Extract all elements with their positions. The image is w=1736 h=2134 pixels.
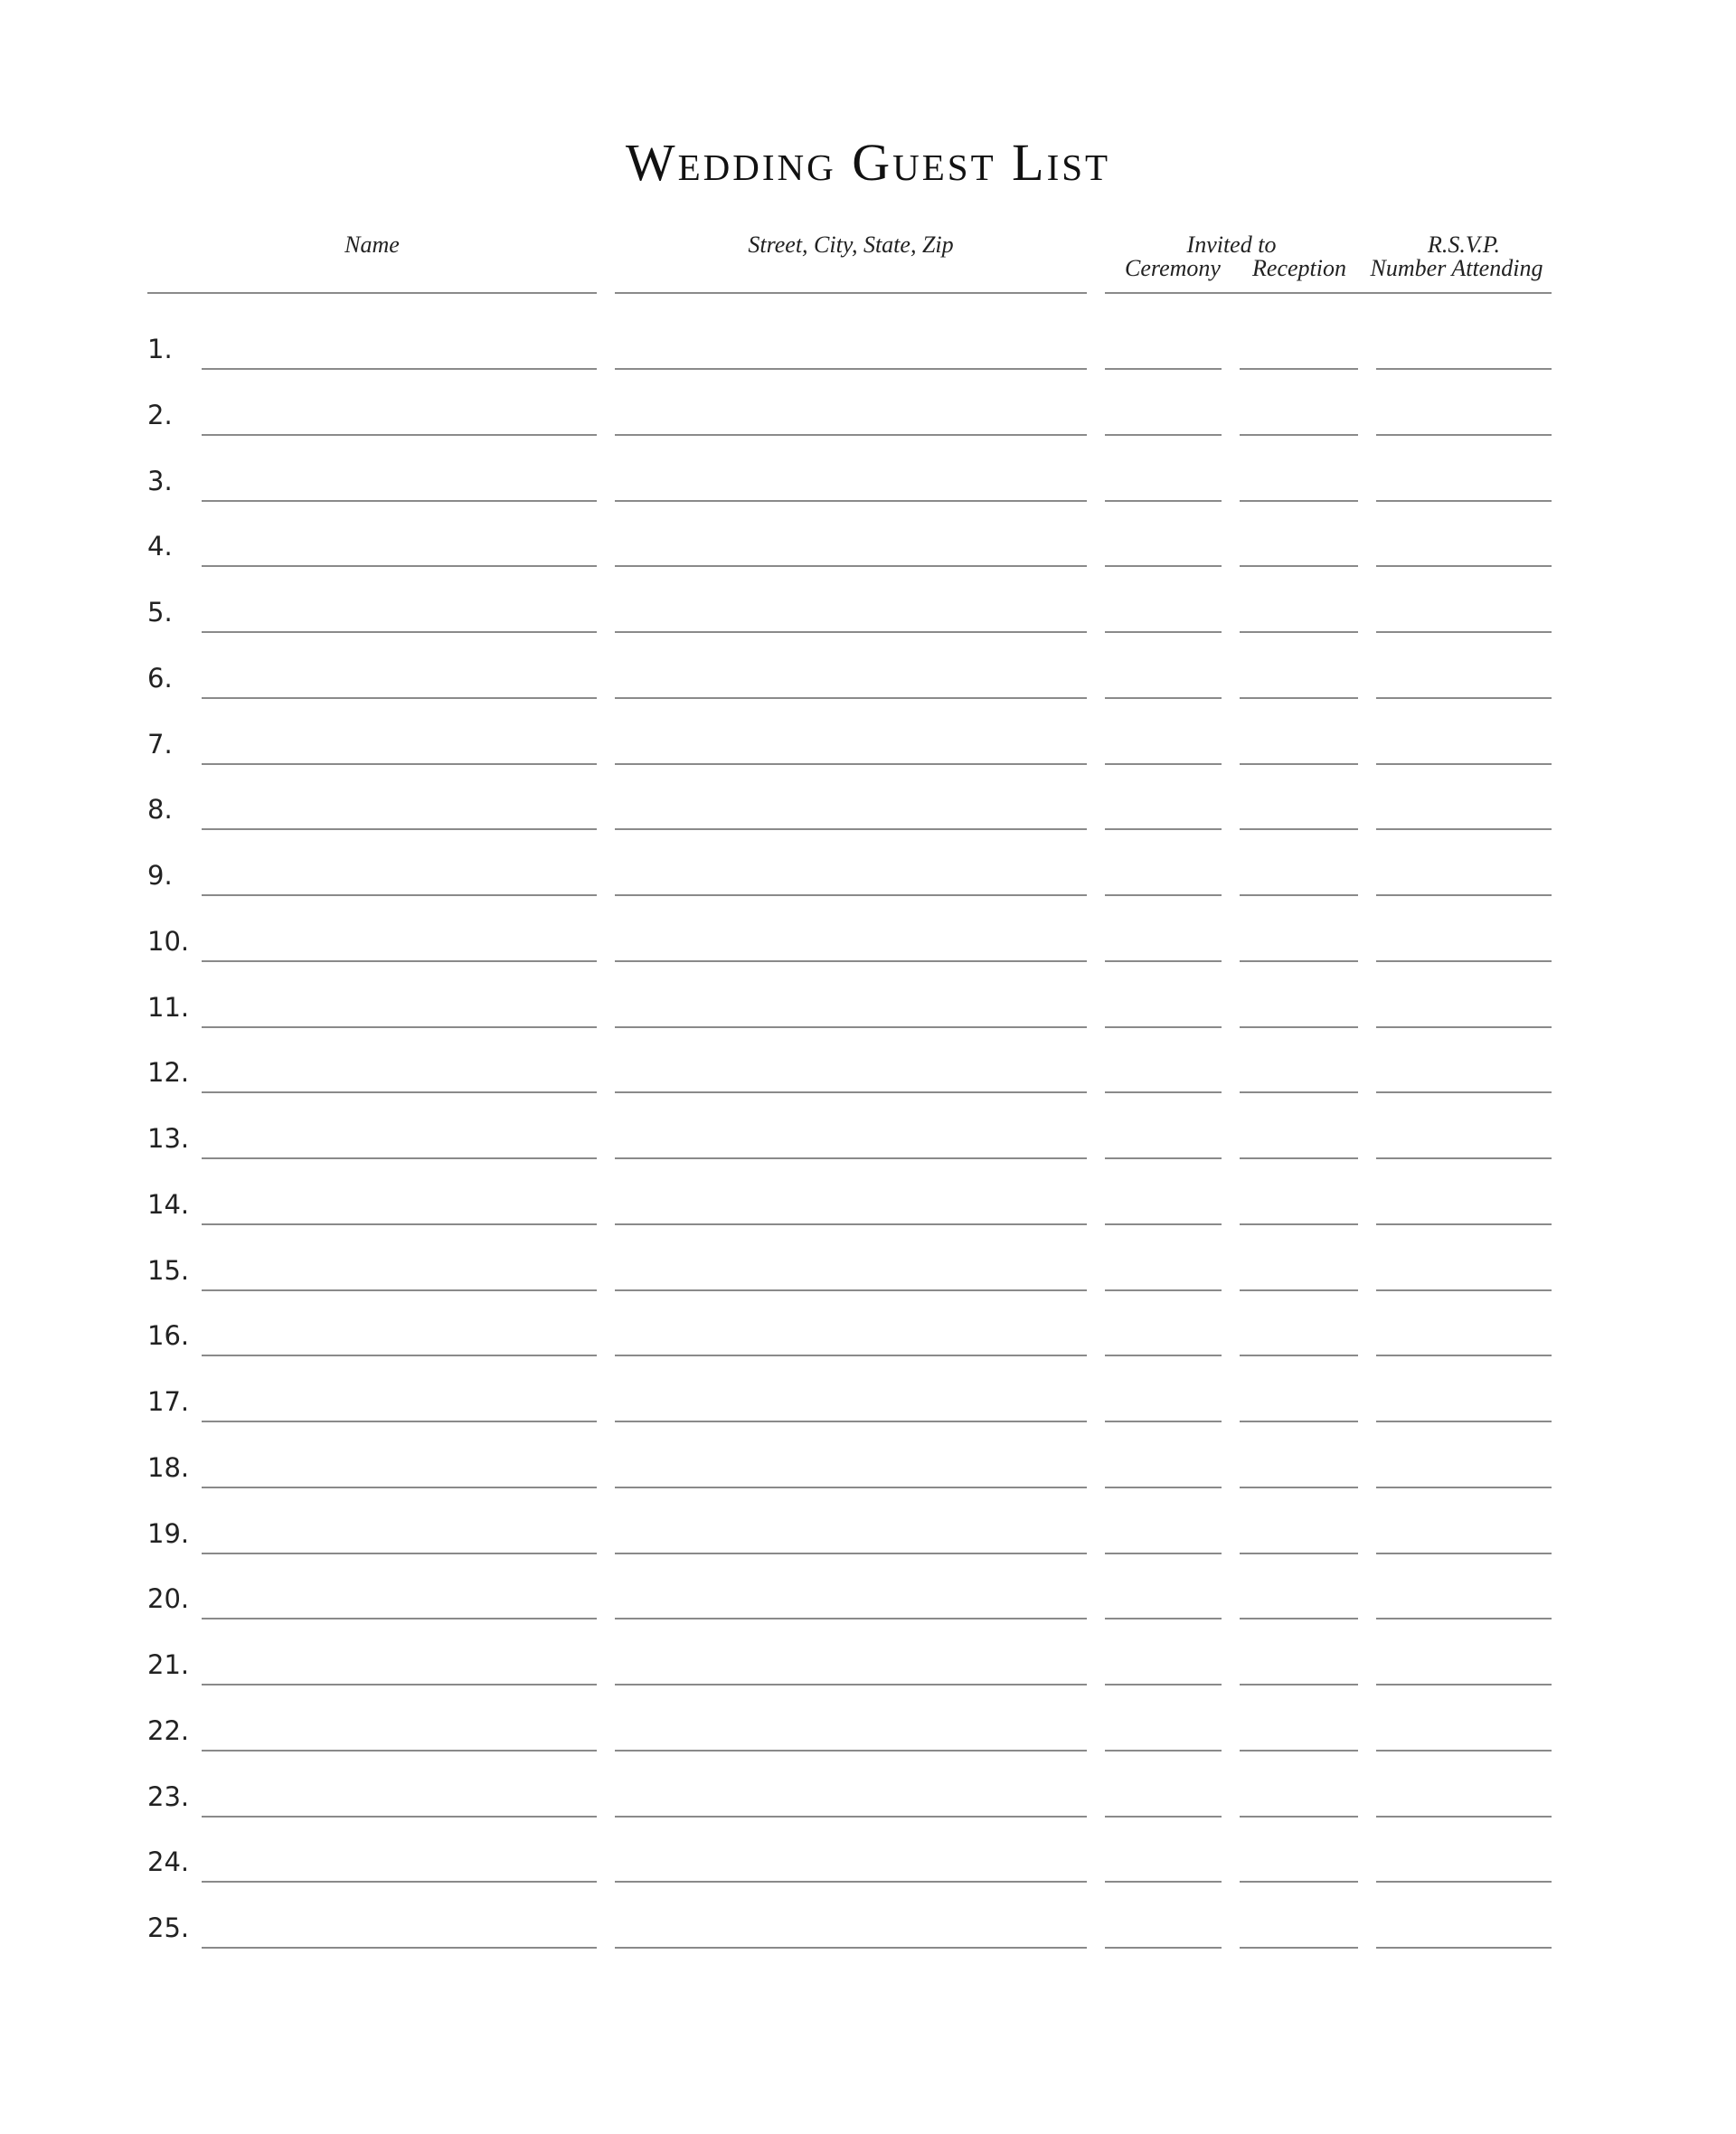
guest-row [0, 464, 1736, 518]
address-field[interactable] [615, 565, 1087, 567]
number-attending-field[interactable] [1376, 1355, 1552, 1356]
reception-field[interactable] [1240, 763, 1358, 765]
row-number: 19. [147, 1517, 190, 1549]
number-attending-field[interactable] [1376, 1553, 1552, 1554]
number-attending-field[interactable] [1376, 1289, 1552, 1291]
address-field[interactable] [615, 1487, 1087, 1488]
guest-row [0, 661, 1736, 715]
reception-field[interactable] [1240, 631, 1358, 633]
ceremony-field[interactable] [1105, 631, 1222, 633]
number-attending-field[interactable] [1376, 565, 1552, 567]
row-number: 25. [147, 1912, 190, 1943]
reception-field[interactable] [1240, 1881, 1358, 1883]
guest-row [0, 1121, 1736, 1176]
ceremony-field[interactable] [1105, 763, 1222, 765]
address-field[interactable] [615, 1816, 1087, 1818]
reception-field[interactable] [1240, 828, 1358, 830]
name-field[interactable] [202, 1553, 597, 1554]
address-field[interactable] [615, 1684, 1087, 1685]
reception-field[interactable] [1240, 1223, 1358, 1225]
reception-field[interactable] [1240, 368, 1358, 370]
header-rsvp: R.S.V.P. [1428, 231, 1500, 258]
address-field[interactable] [615, 894, 1087, 896]
number-attending-field[interactable] [1376, 1816, 1552, 1818]
ceremony-field[interactable] [1105, 1289, 1222, 1291]
number-attending-field[interactable] [1376, 1684, 1552, 1685]
guest-row [0, 1450, 1736, 1505]
reception-field[interactable] [1240, 1684, 1358, 1685]
row-number: 9. [147, 860, 173, 891]
number-attending-field[interactable] [1376, 1750, 1552, 1752]
number-attending-field[interactable] [1376, 1487, 1552, 1488]
row-number: 18. [147, 1451, 190, 1483]
reception-field[interactable] [1240, 697, 1358, 699]
number-attending-field[interactable] [1376, 1157, 1552, 1159]
name-field[interactable] [202, 1421, 597, 1422]
guest-row [0, 990, 1736, 1044]
row-number: 23. [147, 1780, 190, 1812]
address-field[interactable] [615, 1553, 1087, 1554]
address-field[interactable] [615, 697, 1087, 699]
name-field[interactable] [202, 1947, 597, 1949]
name-field[interactable] [202, 894, 597, 896]
guest-row [0, 398, 1736, 452]
guest-row [0, 858, 1736, 912]
guest-row [0, 529, 1736, 583]
guest-row [0, 1516, 1736, 1571]
address-field[interactable] [615, 368, 1087, 370]
address-field[interactable] [615, 828, 1087, 830]
ceremony-field[interactable] [1105, 1421, 1222, 1422]
row-number: 24. [147, 1846, 190, 1878]
reception-field[interactable] [1240, 1487, 1358, 1488]
row-number: 7. [147, 728, 173, 760]
name-field[interactable] [202, 368, 597, 370]
address-field[interactable] [615, 1421, 1087, 1422]
header-rule-invited [1105, 292, 1552, 294]
reception-field[interactable] [1240, 1947, 1358, 1949]
reception-field[interactable] [1240, 1816, 1358, 1818]
row-number: 14. [147, 1188, 190, 1220]
guest-row [0, 1582, 1736, 1636]
number-attending-field[interactable] [1376, 1947, 1552, 1949]
number-attending-field[interactable] [1376, 631, 1552, 633]
guest-row [0, 595, 1736, 649]
ceremony-field[interactable] [1105, 1618, 1222, 1619]
number-attending-field[interactable] [1376, 368, 1552, 370]
name-field[interactable] [202, 960, 597, 962]
reception-field[interactable] [1240, 1289, 1358, 1291]
guest-row [0, 1384, 1736, 1439]
guest-row [0, 1911, 1736, 1965]
row-number: 6. [147, 662, 173, 694]
ceremony-field[interactable] [1105, 1684, 1222, 1685]
name-field[interactable] [202, 828, 597, 830]
ceremony-field[interactable] [1105, 1157, 1222, 1159]
reception-field[interactable] [1240, 1553, 1358, 1554]
address-field[interactable] [615, 1289, 1087, 1291]
guest-row [0, 727, 1736, 781]
name-field[interactable] [202, 1881, 597, 1883]
ceremony-field[interactable] [1105, 894, 1222, 896]
reception-field[interactable] [1240, 894, 1358, 896]
name-field[interactable] [202, 697, 597, 699]
row-number: 8. [147, 794, 173, 826]
ceremony-field[interactable] [1105, 1947, 1222, 1949]
number-attending-field[interactable] [1376, 828, 1552, 830]
row-number: 11. [147, 991, 190, 1023]
address-field[interactable] [615, 1223, 1087, 1225]
name-field[interactable] [202, 1289, 597, 1291]
address-field[interactable] [615, 1157, 1087, 1159]
address-field[interactable] [615, 763, 1087, 765]
name-field[interactable] [202, 1026, 597, 1028]
name-field[interactable] [202, 1816, 597, 1818]
ceremony-field[interactable] [1105, 368, 1222, 370]
row-number: 10. [147, 925, 190, 957]
reception-field[interactable] [1240, 1355, 1358, 1356]
guest-row [0, 1253, 1736, 1308]
guest-row [0, 1055, 1736, 1109]
row-number: 15. [147, 1254, 190, 1286]
ceremony-field[interactable] [1105, 1223, 1222, 1225]
header-address: Street, City, State, Zip [748, 231, 954, 258]
row-number: 3. [147, 465, 173, 496]
reception-field[interactable] [1240, 500, 1358, 502]
row-number: 21. [147, 1649, 190, 1680]
row-number: 17. [147, 1386, 190, 1417]
number-attending-field[interactable] [1376, 1223, 1552, 1225]
name-field[interactable] [202, 1684, 597, 1685]
number-attending-field[interactable] [1376, 1421, 1552, 1422]
ceremony-field[interactable] [1105, 1091, 1222, 1093]
ceremony-field[interactable] [1105, 960, 1222, 962]
guest-row [0, 792, 1736, 846]
address-field[interactable] [615, 1618, 1087, 1619]
name-field[interactable] [202, 1091, 597, 1093]
row-number: 13. [147, 1123, 190, 1154]
reception-field[interactable] [1240, 434, 1358, 436]
row-number: 22. [147, 1714, 190, 1746]
row-number: 4. [147, 531, 173, 562]
guest-row [0, 1714, 1736, 1768]
number-attending-field[interactable] [1376, 500, 1552, 502]
name-field[interactable] [202, 1750, 597, 1752]
guest-row [0, 1845, 1736, 1899]
guest-row [0, 1187, 1736, 1242]
guest-row [0, 1780, 1736, 1834]
header-reception: Reception [1252, 255, 1346, 281]
header-invited-to: Invited to [1186, 231, 1277, 258]
address-field[interactable] [615, 960, 1087, 962]
number-attending-field[interactable] [1376, 960, 1552, 962]
name-field[interactable] [202, 565, 597, 567]
reception-field[interactable] [1240, 1618, 1358, 1619]
ceremony-field[interactable] [1105, 434, 1222, 436]
address-field[interactable] [615, 434, 1087, 436]
row-number: 1. [147, 334, 173, 364]
header-rule-address [615, 292, 1087, 294]
number-attending-field[interactable] [1376, 763, 1552, 765]
address-field[interactable] [615, 1947, 1087, 1949]
address-field[interactable] [615, 631, 1087, 633]
number-attending-field[interactable] [1376, 1881, 1552, 1883]
row-number: 5. [147, 597, 173, 628]
address-field[interactable] [615, 1750, 1087, 1752]
guest-row [0, 1318, 1736, 1373]
name-field[interactable] [202, 1157, 597, 1159]
name-field[interactable] [202, 1618, 597, 1619]
number-attending-field[interactable] [1376, 1618, 1552, 1619]
ceremony-field[interactable] [1105, 1026, 1222, 1028]
guest-row [0, 1648, 1736, 1702]
reception-field[interactable] [1240, 1091, 1358, 1093]
guest-row [0, 332, 1736, 386]
row-number: 16. [147, 1320, 190, 1352]
ceremony-field[interactable] [1105, 828, 1222, 830]
name-field[interactable] [202, 1487, 597, 1488]
ceremony-field[interactable] [1105, 1881, 1222, 1883]
address-field[interactable] [615, 1026, 1087, 1028]
ceremony-field[interactable] [1105, 1355, 1222, 1356]
name-field[interactable] [202, 1223, 597, 1225]
ceremony-field[interactable] [1105, 1487, 1222, 1488]
number-attending-field[interactable] [1376, 434, 1552, 436]
row-number: 2. [147, 399, 173, 430]
header-ceremony: Ceremony [1125, 255, 1221, 281]
ceremony-field[interactable] [1105, 1750, 1222, 1752]
header-name: Name [344, 231, 400, 258]
name-field[interactable] [202, 434, 597, 436]
number-attending-field[interactable] [1376, 697, 1552, 699]
header-number-attending: Number Attending [1370, 255, 1543, 281]
page-title: Wedding Guest List [625, 133, 1111, 192]
number-attending-field[interactable] [1376, 1026, 1552, 1028]
address-field[interactable] [615, 500, 1087, 502]
name-field[interactable] [202, 631, 597, 633]
number-attending-field[interactable] [1376, 1091, 1552, 1093]
reception-field[interactable] [1240, 960, 1358, 962]
reception-field[interactable] [1240, 1750, 1358, 1752]
address-field[interactable] [615, 1355, 1087, 1356]
row-number: 12. [147, 1057, 190, 1089]
ceremony-field[interactable] [1105, 697, 1222, 699]
row-number: 20. [147, 1583, 190, 1615]
guest-row [0, 924, 1736, 978]
name-field[interactable] [202, 1355, 597, 1356]
ceremony-field[interactable] [1105, 500, 1222, 502]
ceremony-field[interactable] [1105, 565, 1222, 567]
number-attending-field[interactable] [1376, 894, 1552, 896]
name-field[interactable] [202, 763, 597, 765]
ceremony-field[interactable] [1105, 1553, 1222, 1554]
reception-field[interactable] [1240, 565, 1358, 567]
address-field[interactable] [615, 1881, 1087, 1883]
ceremony-field[interactable] [1105, 1816, 1222, 1818]
reception-field[interactable] [1240, 1157, 1358, 1159]
address-field[interactable] [615, 1091, 1087, 1093]
name-field[interactable] [202, 500, 597, 502]
reception-field[interactable] [1240, 1026, 1358, 1028]
reception-field[interactable] [1240, 1421, 1358, 1422]
header-rule-name [147, 292, 597, 294]
